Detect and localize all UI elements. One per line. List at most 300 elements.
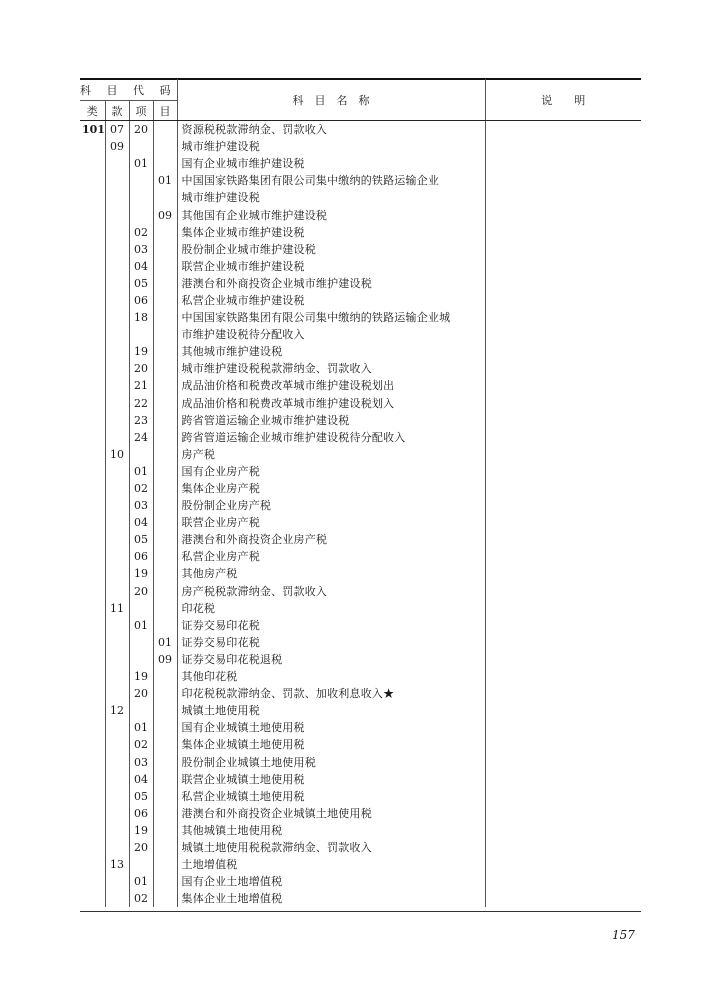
kuan-code: [105, 651, 129, 668]
mu-code: 01: [153, 172, 177, 189]
table-row: [80, 702, 641, 719]
description-cell: [485, 377, 641, 394]
xiang-code: 02: [129, 736, 153, 753]
mu-code: [153, 531, 177, 548]
subject-name: 印花税税款滞纳金、罚款、加收利息收入★: [177, 685, 485, 702]
mu-code: [153, 326, 177, 343]
table-row: [80, 343, 641, 360]
table-row: [80, 856, 641, 873]
kuan-code: [105, 771, 129, 788]
xiang-code: [129, 856, 153, 873]
xiang-code: 05: [129, 531, 153, 548]
xiang-code: 22: [129, 395, 153, 412]
lei-code: [80, 446, 105, 463]
description-cell: [485, 719, 641, 736]
subject-name: 私营企业房产税: [177, 548, 485, 565]
xiang-code: 06: [129, 805, 153, 822]
table-row: [80, 890, 641, 907]
mu-code: [153, 753, 177, 770]
subject-name: 其他房产税: [177, 565, 485, 582]
mu-code: [153, 497, 177, 514]
xiang-code: 01: [129, 617, 153, 634]
lei-code: [80, 548, 105, 565]
kuan-code: [105, 685, 129, 702]
xiang-code: 06: [129, 292, 153, 309]
lei-code: [80, 155, 105, 172]
table-body: [80, 121, 641, 908]
kuan-code: [105, 634, 129, 651]
description-cell: [485, 275, 641, 292]
xiang-code: [129, 206, 153, 223]
table-row: [80, 155, 641, 172]
xiang-code: [129, 138, 153, 155]
xiang-code: [129, 189, 153, 206]
table-row: [80, 822, 641, 839]
mu-code: [153, 805, 177, 822]
subject-name: 国有企业城镇土地使用税: [177, 719, 485, 736]
mu-code: [153, 685, 177, 702]
xiang-code: 03: [129, 497, 153, 514]
kuan-code: [105, 189, 129, 206]
subject-name: 中国国家铁路集团有限公司集中缴纳的铁路运输企业: [177, 172, 485, 189]
description-column-header: 说 明: [485, 79, 641, 121]
description-cell: [485, 702, 641, 719]
table-header: [80, 79, 641, 121]
subject-name: 跨省管道运输企业城市维护建设税: [177, 412, 485, 429]
xiang-code: 02: [129, 890, 153, 907]
lei-code: 101: [80, 121, 105, 139]
kuan-code: [105, 480, 129, 497]
table-row: [80, 668, 641, 685]
description-cell: [485, 241, 641, 258]
kuan-code: [105, 753, 129, 770]
table-row: [80, 258, 641, 275]
mu-code: [153, 343, 177, 360]
xiang-code: [129, 702, 153, 719]
lei-code: [80, 275, 105, 292]
kuan-code: [105, 514, 129, 531]
kuan-code: [105, 873, 129, 890]
lei-code: [80, 736, 105, 753]
lei-code: [80, 224, 105, 241]
kuan-code: [105, 822, 129, 839]
subject-name: 集体企业房产税: [177, 480, 485, 497]
description-cell: [485, 463, 641, 480]
subject-name: 国有企业城市维护建设税: [177, 155, 485, 172]
lei-code: [80, 583, 105, 600]
subject-name: 土地增值税: [177, 856, 485, 873]
kuan-code: [105, 412, 129, 429]
xiang-code: 05: [129, 275, 153, 292]
lei-code: [80, 172, 105, 189]
subject-name: 跨省管道运输企业城市维护建设税待分配收入: [177, 429, 485, 446]
mu-code: [153, 788, 177, 805]
mu-code: [153, 429, 177, 446]
table-row: [80, 565, 641, 582]
xiang-code: 04: [129, 258, 153, 275]
description-cell: [485, 172, 641, 189]
mu-code: [153, 719, 177, 736]
description-cell: [485, 890, 641, 907]
lei-code: [80, 258, 105, 275]
kuan-code: [105, 890, 129, 907]
table-row: [80, 736, 641, 753]
mu-code: [153, 189, 177, 206]
table-row: [80, 548, 641, 565]
lei-code: [80, 890, 105, 907]
lei-code: [80, 292, 105, 309]
xiang-code: [129, 172, 153, 189]
description-cell: [485, 685, 641, 702]
mu-code: [153, 839, 177, 856]
mu-code: [153, 702, 177, 719]
mu-code: 01: [153, 634, 177, 651]
table-row: [80, 753, 641, 770]
kuan-code: [105, 377, 129, 394]
xiang-code: 01: [129, 155, 153, 172]
table-row: [80, 771, 641, 788]
xiang-code: 21: [129, 377, 153, 394]
kuan-code: [105, 292, 129, 309]
subject-name: 私营企业城市维护建设税: [177, 292, 485, 309]
xiang-code: 06: [129, 548, 153, 565]
table-row: [80, 617, 641, 634]
table-row: [80, 651, 641, 668]
mu-code: [153, 771, 177, 788]
xiang-code: 20: [129, 583, 153, 600]
xiang-code: 03: [129, 753, 153, 770]
name-column-header: 科 目 名 称: [177, 79, 485, 121]
description-cell: [485, 343, 641, 360]
subject-name: 私营企业城镇土地使用税: [177, 788, 485, 805]
kuan-code: [105, 736, 129, 753]
description-cell: [485, 446, 641, 463]
subject-name: 联营企业城镇土地使用税: [177, 771, 485, 788]
xiang-code: 24: [129, 429, 153, 446]
table-row: [80, 463, 641, 480]
xiang-code: 20: [129, 685, 153, 702]
table-row: [80, 224, 641, 241]
description-cell: [485, 309, 641, 326]
xiang-code: 19: [129, 668, 153, 685]
table-row: [80, 429, 641, 446]
description-cell: [485, 326, 641, 343]
subject-name: 其他国有企业城市维护建设税: [177, 206, 485, 223]
description-cell: [485, 771, 641, 788]
lei-code: [80, 873, 105, 890]
xiang-code: [129, 446, 153, 463]
kuan-code: [105, 531, 129, 548]
table-row: [80, 360, 641, 377]
mu-code: [153, 514, 177, 531]
lei-code: [80, 668, 105, 685]
xiang-code: 23: [129, 412, 153, 429]
kuan-code: [105, 258, 129, 275]
lei-code: [80, 206, 105, 223]
kuan-code: 11: [105, 600, 129, 617]
lei-code: [80, 617, 105, 634]
lei-code: [80, 600, 105, 617]
mu-code: [153, 822, 177, 839]
kuan-code: [105, 360, 129, 377]
code-group-header: 科 目 代 码: [80, 79, 177, 101]
xiang-code: 03: [129, 241, 153, 258]
mu-code: [153, 395, 177, 412]
description-cell: [485, 805, 641, 822]
lei-code: [80, 309, 105, 326]
lei-code: [80, 343, 105, 360]
description-cell: [485, 429, 641, 446]
mu-code: [153, 856, 177, 873]
kuan-code: [105, 548, 129, 565]
kuan-code: 12: [105, 702, 129, 719]
description-cell: [485, 668, 641, 685]
xiang-code: 19: [129, 343, 153, 360]
subject-name: 印花税: [177, 600, 485, 617]
description-cell: [485, 292, 641, 309]
table-row: [80, 531, 641, 548]
kuan-code: [105, 155, 129, 172]
table-row: [80, 326, 641, 343]
description-cell: [485, 121, 641, 139]
mu-code: [153, 548, 177, 565]
xiang-code: 01: [129, 719, 153, 736]
description-cell: [485, 155, 641, 172]
kuan-code: [105, 241, 129, 258]
subject-name: 股份制企业城市维护建设税: [177, 241, 485, 258]
kuan-code: 09: [105, 138, 129, 155]
table-row: [80, 600, 641, 617]
lei-code: [80, 702, 105, 719]
table-row: [80, 206, 641, 223]
mu-code: [153, 890, 177, 907]
mu-code: [153, 583, 177, 600]
lei-code: [80, 531, 105, 548]
description-cell: [485, 753, 641, 770]
xiang-code: 20: [129, 121, 153, 139]
table-row: [80, 873, 641, 890]
description-cell: [485, 822, 641, 839]
mu-code: [153, 668, 177, 685]
table-row: [80, 788, 641, 805]
subject-name: 其他印花税: [177, 668, 485, 685]
mu-code: [153, 121, 177, 139]
xiang-code: 18: [129, 309, 153, 326]
xiang-code: 01: [129, 873, 153, 890]
table-row: [80, 446, 641, 463]
description-cell: [485, 206, 641, 223]
mu-code: [153, 138, 177, 155]
table-row: [80, 480, 641, 497]
lei-code: [80, 788, 105, 805]
subject-name: 证券交易印花税: [177, 617, 485, 634]
subject-name: 证券交易印花税: [177, 634, 485, 651]
description-cell: [485, 617, 641, 634]
description-cell: [485, 856, 641, 873]
subject-name: 港澳台和外商投资企业房产税: [177, 531, 485, 548]
description-cell: [485, 189, 641, 206]
kuan-code: [105, 429, 129, 446]
lei-code: [80, 651, 105, 668]
description-cell: [485, 600, 641, 617]
lei-code: [80, 463, 105, 480]
kuan-code: 07: [105, 121, 129, 139]
kuan-code: [105, 224, 129, 241]
description-cell: [485, 565, 641, 582]
xiang-code: 02: [129, 480, 153, 497]
lei-code: [80, 189, 105, 206]
xiang-code: 01: [129, 463, 153, 480]
table-row: [80, 685, 641, 702]
lei-code: [80, 395, 105, 412]
description-cell: [485, 531, 641, 548]
mu-code: [153, 155, 177, 172]
xiang-code: 19: [129, 822, 153, 839]
kuan-code: [105, 565, 129, 582]
mu-code: [153, 241, 177, 258]
kuan-code: [105, 719, 129, 736]
mu-code: [153, 377, 177, 394]
mu-column-header: 目: [153, 101, 177, 121]
lei-code: [80, 326, 105, 343]
table-row: [80, 309, 641, 326]
table-row: [80, 172, 641, 189]
description-cell: [485, 412, 641, 429]
description-cell: [485, 634, 641, 651]
table-row: [80, 292, 641, 309]
lei-code: [80, 360, 105, 377]
table-row: [80, 377, 641, 394]
lei-code: [80, 429, 105, 446]
mu-code: [153, 736, 177, 753]
lei-code: [80, 138, 105, 155]
table-row: [80, 121, 641, 139]
subject-name: 城市维护建设税: [177, 189, 485, 206]
lei-code: [80, 241, 105, 258]
xiang-column-header: 项: [129, 101, 153, 121]
lei-code: [80, 377, 105, 394]
subject-name: 联营企业城市维护建设税: [177, 258, 485, 275]
kuan-code: [105, 275, 129, 292]
xiang-code: [129, 326, 153, 343]
table-row: [80, 634, 641, 651]
description-cell: [485, 138, 641, 155]
subject-name: 房产税: [177, 446, 485, 463]
lei-code: [80, 805, 105, 822]
subject-name: 其他城镇土地使用税: [177, 822, 485, 839]
kuan-code: [105, 497, 129, 514]
table-row: [80, 412, 641, 429]
lei-code: [80, 514, 105, 531]
xiang-code: 20: [129, 360, 153, 377]
subject-name: 集体企业城镇土地使用税: [177, 736, 485, 753]
mu-code: [153, 565, 177, 582]
description-cell: [485, 583, 641, 600]
kuan-code: [105, 805, 129, 822]
table-row: [80, 514, 641, 531]
lei-code: [80, 565, 105, 582]
subject-name: 股份制企业房产税: [177, 497, 485, 514]
xiang-code: [129, 600, 153, 617]
subject-code-table: [80, 79, 641, 907]
subject-name: 股份制企业城镇土地使用税: [177, 753, 485, 770]
xiang-code: 19: [129, 565, 153, 582]
xiang-code: 02: [129, 224, 153, 241]
subject-name: 房产税税款滞纳金、罚款收入: [177, 583, 485, 600]
description-cell: [485, 360, 641, 377]
mu-code: [153, 873, 177, 890]
subject-name: 集体企业土地增值税: [177, 890, 485, 907]
subject-name: 中国国家铁路集团有限公司集中缴纳的铁路运输企业城: [177, 309, 485, 326]
subject-name: 城镇土地使用税税款滞纳金、罚款收入: [177, 839, 485, 856]
table-row: [80, 275, 641, 292]
description-cell: [485, 395, 641, 412]
lei-code: [80, 497, 105, 514]
subject-name: 资源税税款滞纳金、罚款收入: [177, 121, 485, 139]
description-cell: [485, 788, 641, 805]
subject-name: 港澳台和外商投资企业城镇土地使用税: [177, 805, 485, 822]
mu-code: 09: [153, 206, 177, 223]
kuan-column-header: 款: [105, 101, 129, 121]
kuan-code: [105, 788, 129, 805]
xiang-code: [129, 634, 153, 651]
xiang-code: 05: [129, 788, 153, 805]
lei-code: [80, 771, 105, 788]
mu-code: [153, 446, 177, 463]
mu-code: [153, 617, 177, 634]
kuan-code: [105, 668, 129, 685]
mu-code: [153, 412, 177, 429]
lei-code: [80, 685, 105, 702]
mu-code: [153, 258, 177, 275]
subject-name: 集体企业城市维护建设税: [177, 224, 485, 241]
xiang-code: 04: [129, 514, 153, 531]
mu-code: [153, 360, 177, 377]
kuan-code: [105, 617, 129, 634]
description-cell: [485, 839, 641, 856]
kuan-code: [105, 343, 129, 360]
mu-code: [153, 275, 177, 292]
description-cell: [485, 651, 641, 668]
mu-code: [153, 224, 177, 241]
subject-name: 城镇土地使用税: [177, 702, 485, 719]
lei-code: [80, 480, 105, 497]
kuan-code: [105, 463, 129, 480]
subject-name: 城市维护建设税税款滞纳金、罚款收入: [177, 360, 485, 377]
description-cell: [485, 514, 641, 531]
kuan-code: [105, 309, 129, 326]
description-cell: [485, 873, 641, 890]
table-row: [80, 138, 641, 155]
subject-name: 市维护建设税待分配收入: [177, 326, 485, 343]
description-cell: [485, 258, 641, 275]
page-number: 157: [612, 928, 635, 942]
lei-code: [80, 719, 105, 736]
table-row: [80, 241, 641, 258]
mu-code: [153, 463, 177, 480]
subject-name: 成品油价格和税费改革城市维护建设税划入: [177, 395, 485, 412]
mu-code: [153, 480, 177, 497]
table-row: [80, 395, 641, 412]
subject-name: 港澳台和外商投资企业城市维护建设税: [177, 275, 485, 292]
table-bottom-rule: [80, 911, 641, 912]
kuan-code: [105, 395, 129, 412]
kuan-code: [105, 172, 129, 189]
kuan-code: [105, 583, 129, 600]
kuan-code: [105, 326, 129, 343]
lei-column-header: 类: [80, 101, 105, 121]
description-cell: [485, 480, 641, 497]
